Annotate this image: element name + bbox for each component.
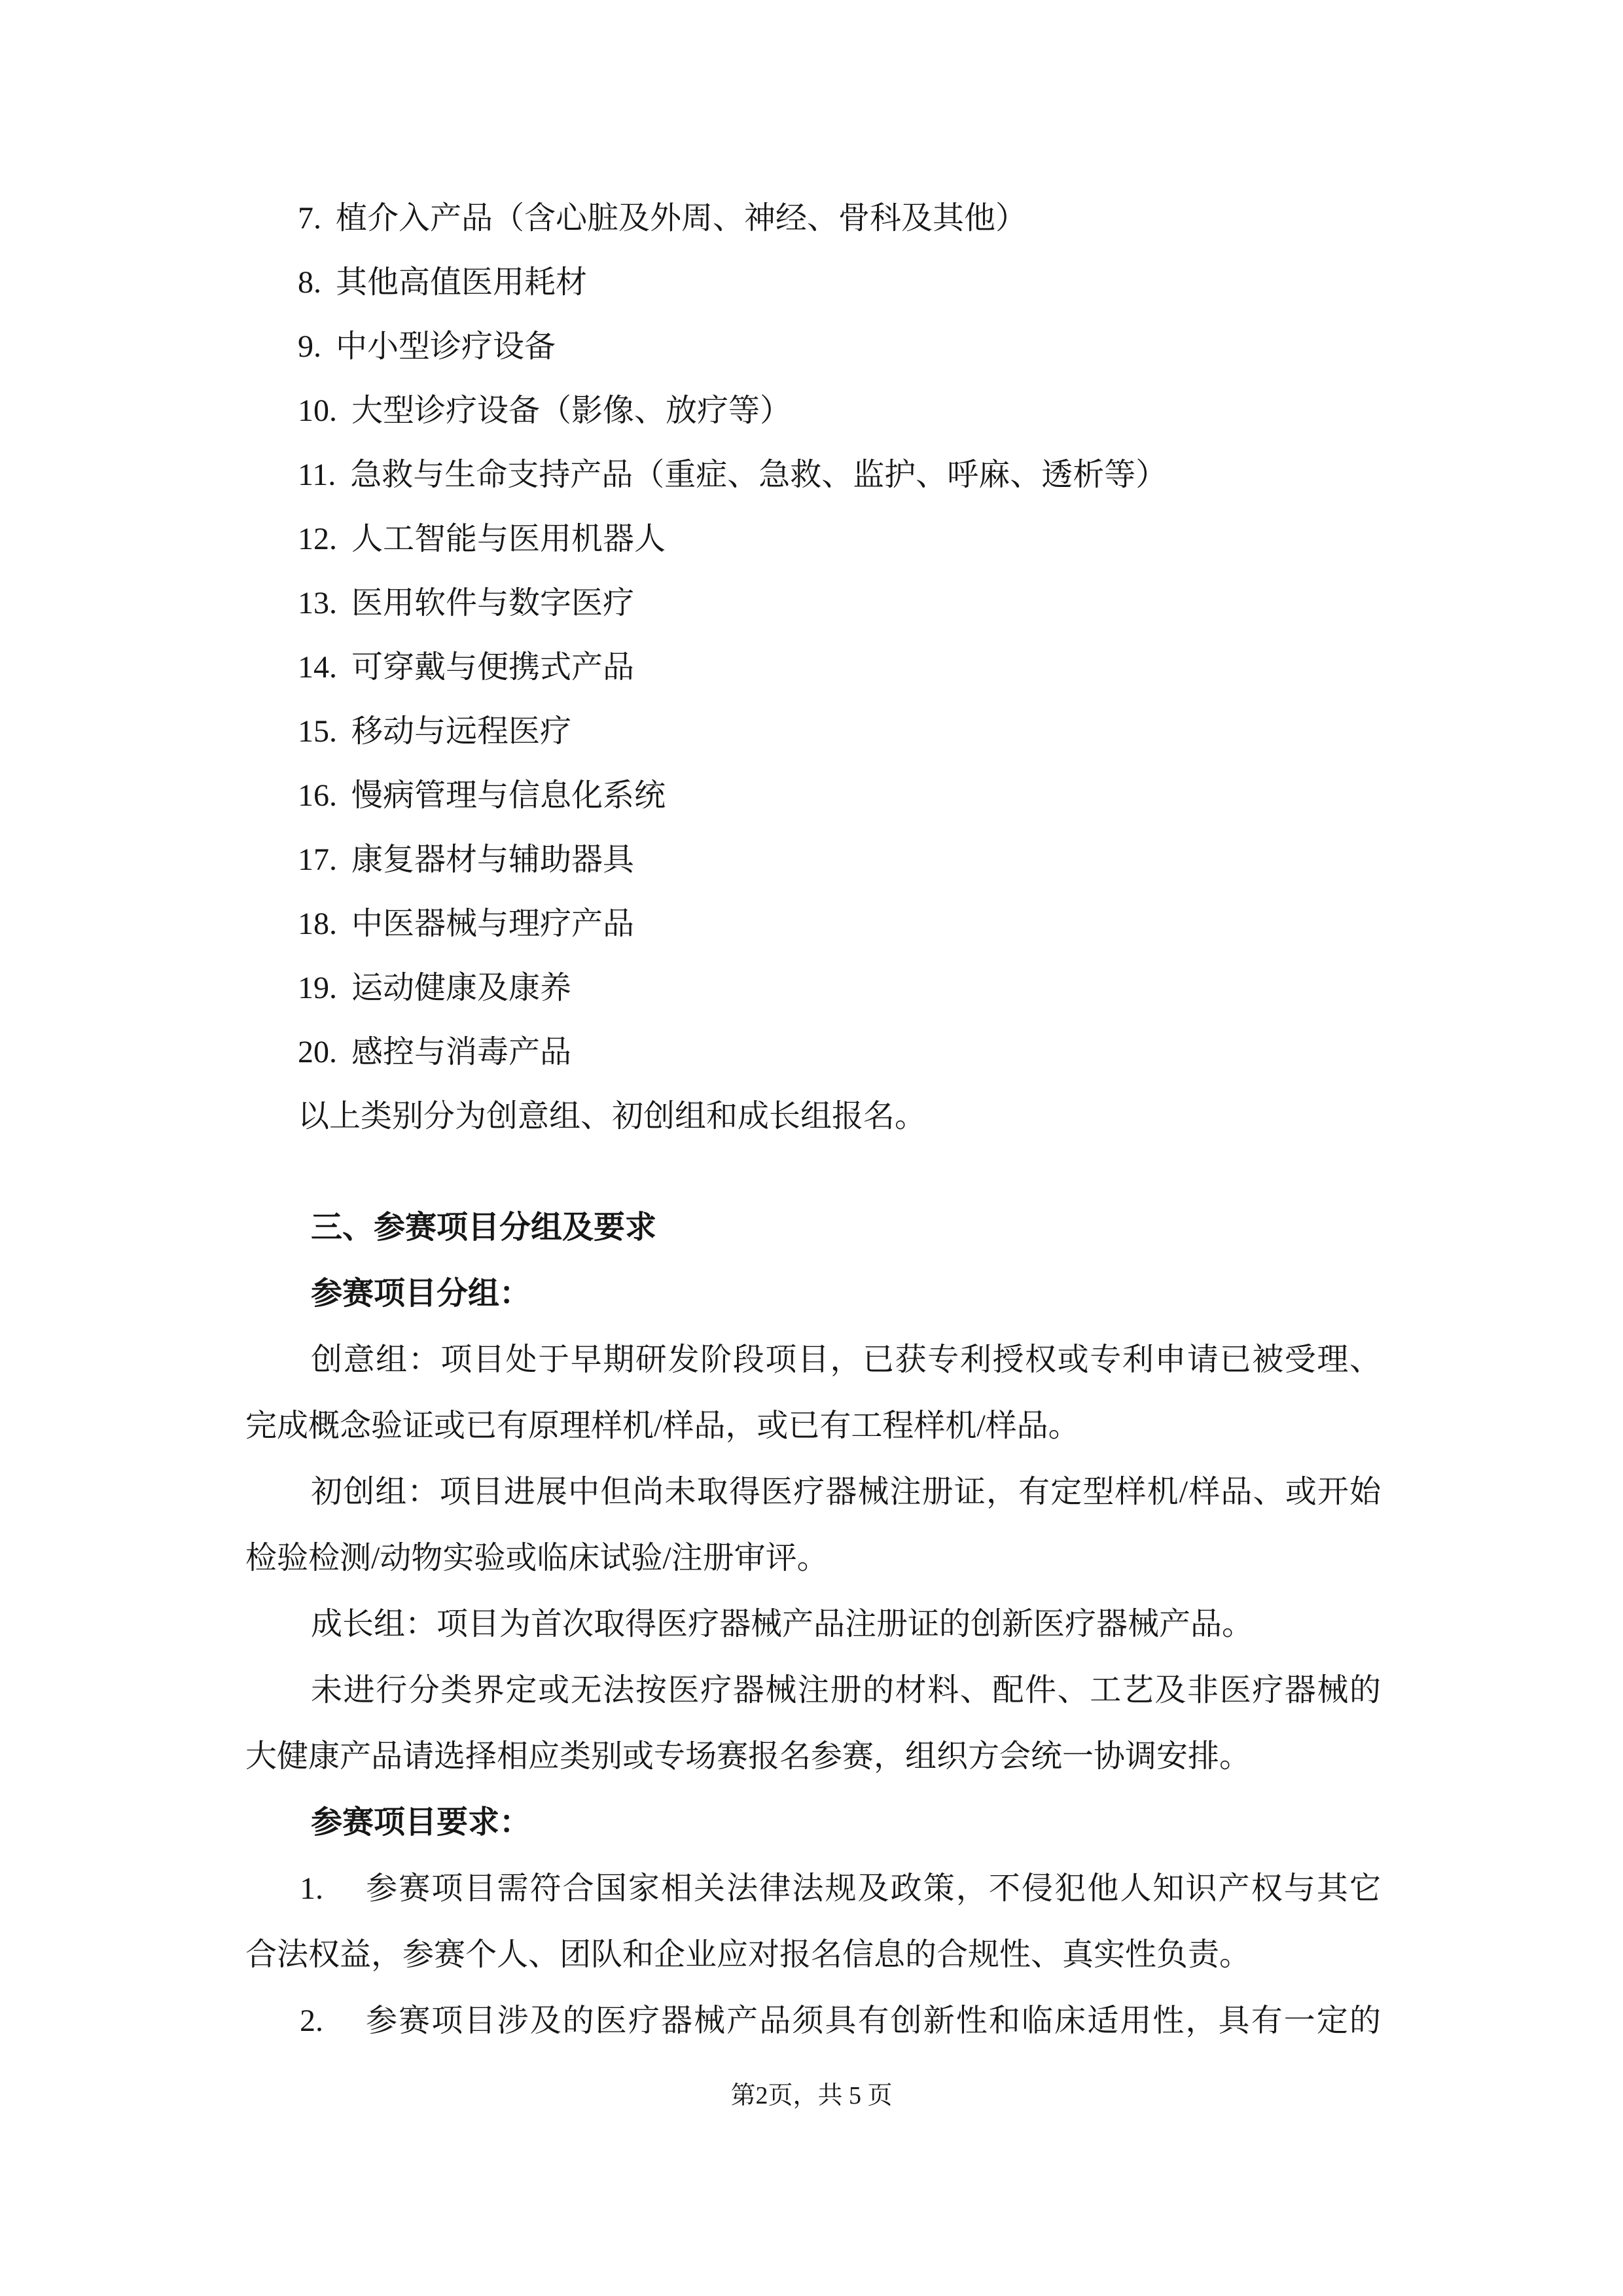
category-item (245, 764, 1381, 828)
category-item (245, 187, 1381, 251)
category-item (245, 507, 1381, 571)
requirement-text: 参赛项目涉及的医疗器械产品须具有创新性和临床适用性，具有一定的 (365, 2003, 1381, 2038)
category-item-text: 移动与远程医疗 (351, 714, 572, 749)
requirement-number: 2. (300, 2003, 323, 2038)
category-item-number: 18. (298, 906, 337, 941)
category-item (245, 636, 1381, 700)
paragraph-line: 完成概念验证或已有原理样机/样品，或已有工程样机/样品。 (245, 1408, 1080, 1443)
paragraph-line: 创意组：项目处于早期研发阶段项目，已获专利授权或专利申请已被受理、 (311, 1342, 1381, 1377)
category-list (245, 187, 1381, 1085)
category-item-number: 17. (298, 842, 337, 877)
category-item-text: 中医器械与理疗产品 (351, 906, 635, 941)
paragraph-line: 未进行分类界定或无法按医疗器械注册的材料、配件、工艺及非医疗器械的 (311, 1673, 1381, 1708)
category-item-number: 20. (298, 1035, 337, 1069)
category-item (245, 1020, 1381, 1085)
category-item (245, 379, 1381, 443)
paragraph-line: 成长组：项目为首次取得医疗器械产品注册证的创新医疗器械产品。 (311, 1607, 1254, 1641)
category-item (245, 251, 1381, 315)
page-number: 第2页，共 5 页 (730, 2082, 893, 2109)
category-item-text: 慢病管理与信息化系统 (351, 778, 666, 813)
requirement-line (245, 1856, 1381, 1922)
category-item-text: 人工智能与医用机器人 (351, 522, 666, 556)
category-item-text: 中小型诊疗设备 (336, 329, 556, 364)
category-item (245, 828, 1381, 892)
category-item-number: 7. (298, 201, 321, 236)
section-heading: 三、参赛项目分组及要求 (311, 1210, 657, 1245)
page-footer (0, 2081, 1623, 2110)
category-item (245, 700, 1381, 764)
category-item-number: 16. (298, 778, 337, 813)
category-item-number: 14. (298, 650, 337, 685)
category-item-number: 12. (298, 522, 337, 556)
requirement-text: 参赛项目需符合国家相关法律法规及政策，不侵犯他人知识产权与其它 (365, 1871, 1381, 1906)
category-item (245, 571, 1381, 636)
category-item-text: 医用软件与数字医疗 (351, 586, 635, 620)
category-item-text: 植介入产品（含心脏及外周、神经、骨科及其他） (336, 201, 1027, 236)
category-item (245, 443, 1381, 507)
requirements-subheading: 参赛项目要求： (311, 1805, 531, 1840)
requirement-line (245, 1988, 1381, 2054)
paragraph-line: 初创组：项目进展中但尚未取得医疗器械注册证，有定型样机/样品、或开始 (311, 1475, 1381, 1509)
category-item-number: 8. (298, 265, 321, 300)
requirement-number: 1. (300, 1871, 323, 1906)
category-item (245, 892, 1381, 956)
grouping-subheading: 参赛项目分组： (311, 1276, 531, 1311)
category-item-text: 康复器材与辅助器具 (351, 842, 635, 877)
closing-note: 以上类别分为创意组、初创组和成长组报名。 (298, 1099, 927, 1134)
category-item-number: 19. (298, 971, 337, 1005)
paragraph-line: 检验检测/动物实验或临床试验/注册审评。 (245, 1541, 829, 1575)
category-item-number: 9. (298, 329, 321, 364)
category-item (245, 956, 1381, 1020)
requirement-line: 合法权益，参赛个人、团队和企业应对报名信息的合规性、真实性负责。 (245, 1937, 1251, 1972)
category-item-text: 运动健康及康养 (351, 971, 572, 1005)
category-item-number: 15. (298, 714, 337, 749)
category-item (245, 315, 1381, 379)
category-item-text: 可穿戴与便携式产品 (351, 650, 635, 685)
paragraph-line: 大健康产品请选择相应类别或专场赛报名参赛，组织方会统一协调安排。 (245, 1739, 1251, 1774)
category-item-text: 感控与消毒产品 (351, 1035, 572, 1069)
document-body (245, 187, 1381, 2054)
category-item-text: 其他高值医用耗材 (336, 265, 588, 300)
category-item-text: 大型诊疗设备（影像、放疗等） (351, 393, 792, 428)
category-item-text: 急救与生命支持产品（重症、急救、监护、呼麻、透析等） (350, 457, 1168, 492)
category-item-number: 10. (298, 393, 337, 428)
category-item-number: 13. (298, 586, 337, 620)
category-item-number: 11. (298, 457, 336, 492)
